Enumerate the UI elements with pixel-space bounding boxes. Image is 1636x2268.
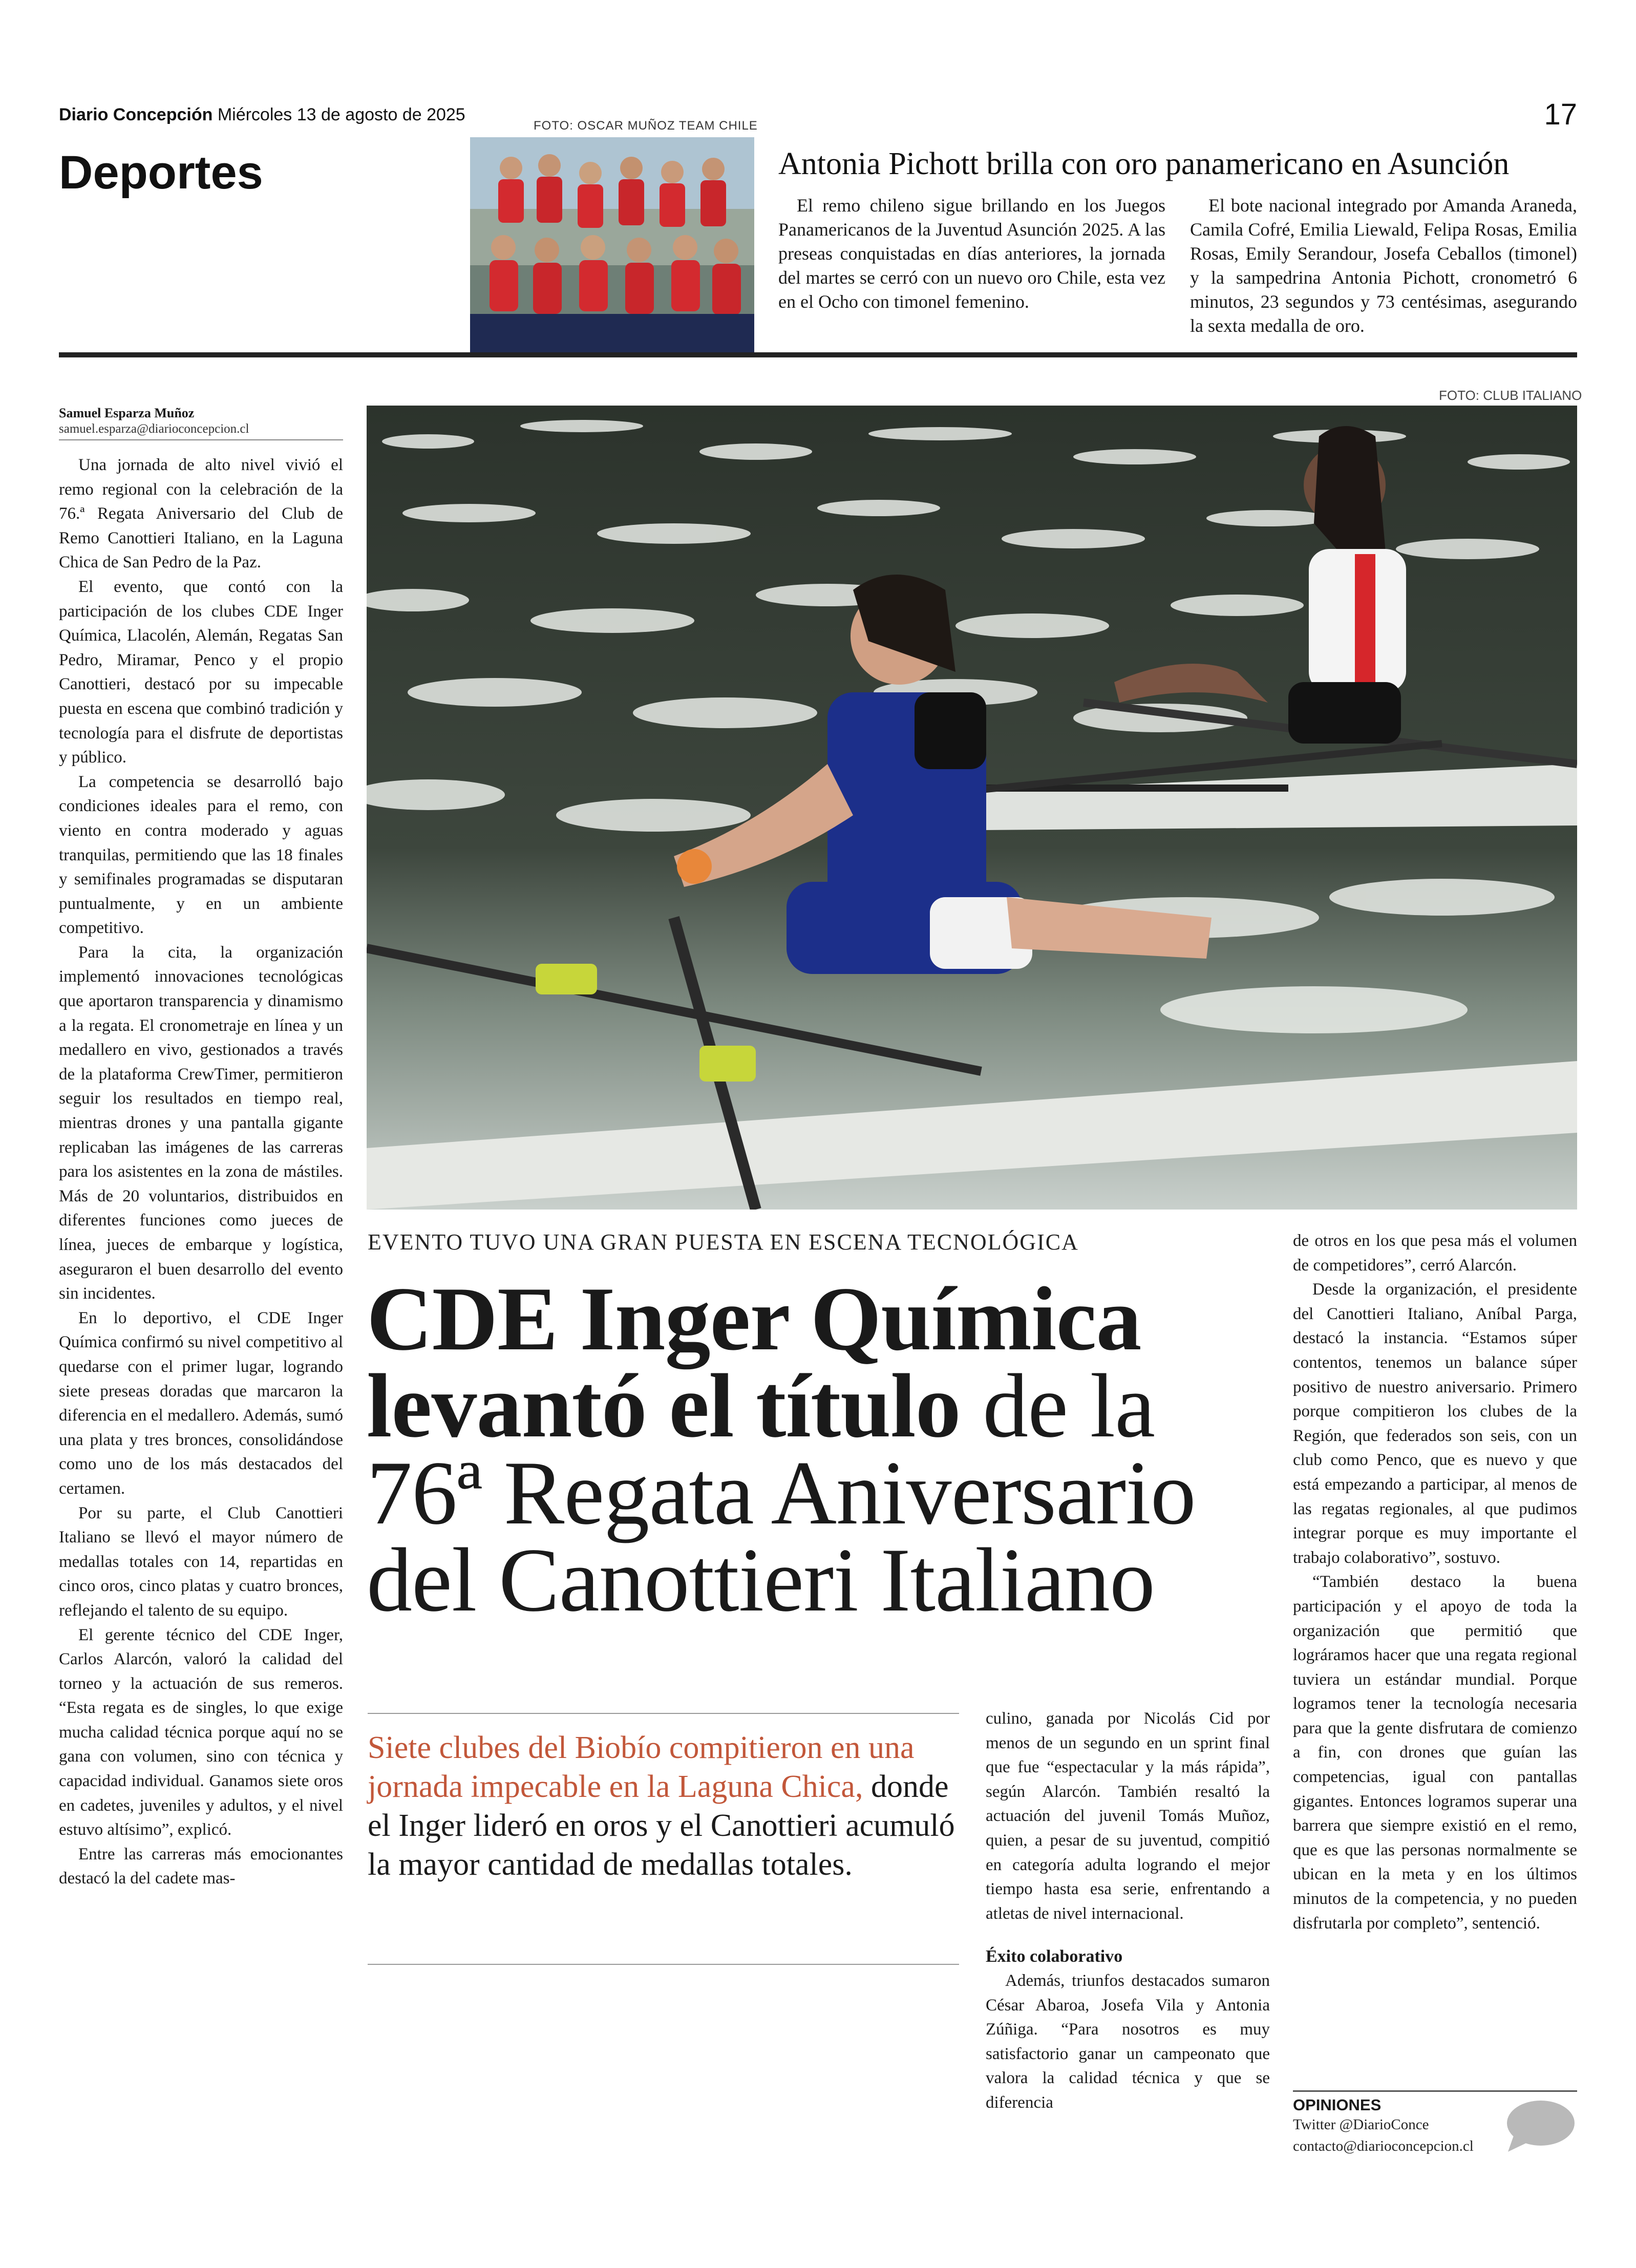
byline-divider [59,439,343,440]
section-title: Deportes [59,146,263,199]
lead-divider-bottom [368,1964,959,1965]
masthead-line [59,105,465,125]
body-paragraph: Entre las carreras más emocionantes destacó la del cadete mas- [59,1845,343,1888]
author-name: Samuel Esparza Muñoz [59,406,195,420]
body-paragraph: Además, triunfos destacados sumaron César Abaroa, Josefa Vila y Antonia Zúñiga. “Para nosotros es muy satisfactorio ganar un campeonato que valora la calidad técnica y que se diferencia [986,1971,1270,2112]
headline-line-2 [367,1355,1288,1456]
team-photo [470,137,754,352]
lead-highlight: Siete clubes del Biobío compitieron en una jornada impecable en la Laguna Chica, [368,1730,915,1804]
brief-paragraph: El remo chileno sigue brillando en los Juegos Panamericanos de la Juventud Asunción 2025. A las preseas conquistadas en días anteriores, la jornada del martes se cerró con un nuevo oro Chile, esta vez en el Ocho con timonel femenino. [778,195,1165,312]
article-headline [367,1268,1288,1630]
team-photo-illustration [470,137,754,352]
headline-line-2-rest: de la [960,1355,1155,1456]
opinions-twitter: Twitter @DiarioConce [1293,2116,1429,2133]
issue-date: Miércoles 13 de agosto de 2025 [217,105,465,124]
body-paragraph: Por su parte, el Club Canottieri Italiano se llevó el mayor número de medallas totales con 14, repartidas en cinco oros, cinco platas y cuatro bronces, reflejando el talento de su equipo. [59,1503,343,1620]
article-column-left [59,453,343,2164]
main-photo-credit: FOTO: CLUB ITALIANO [1439,388,1582,403]
body-paragraph: El evento, que contó con la participación de los clubes CDE Inger Química, Llacolén, Alemán, Regatas San Pedro, Miramar, Penco y el propio Canottieri, destacó por su impecable puesta en escena que combinó tradición y tecnología para el disfrute de deportistas y público. [59,577,343,767]
speech-bubble-icon [1504,2099,1576,2155]
brief-headline: Antonia Pichott brilla con oro panamericano en Asunción [778,146,1510,181]
headline-line-2-bold: levantó el título [367,1355,961,1456]
rowing-photo-illustration [367,406,1577,1210]
section-divider [59,352,1577,357]
author-email: samuel.esparza@diarioconcepcion.cl [59,422,249,436]
body-paragraph: “También destaco la buena participación y el apoyo de toda la organización que permitió que lográramos hacer que una regata regional tuviera un estándar mundial. Porque logramos tener la tecnología necesaria para que la gente disfrutara de comienzo a fin, con drones que guían las competencias, igual con pantallas gigantes. Entonces logramos superar una barrera que siempre existió en el remo, que es que las personas normalmente se ubican en la meta y en los últimos minutos de la competencia, y no pueden disfrutarla por completo”, sentenció. [1293,1573,1577,1933]
body-paragraph: de otros en los que pesa más el volumen de competidores”, cerró Alarcón. [1293,1232,1577,1275]
opinions-divider [1293,2090,1577,2092]
brief-photo-credit: FOTO: OSCAR MUÑOZ TEAM CHILE [534,119,758,133]
body-paragraph: En lo deportivo, el CDE Inger Química confirmó su nivel competitivo al quedarse con el primer lugar, logrando siete preseas doradas que marcaron la diferencia en el medallero. Además, sumó una plata y tres bronces, consolidándose como uno de los más destacados del certamen. [59,1308,343,1498]
opinions-title: OPINIONES [1293,2096,1382,2114]
brief-paragraph: El bote nacional integrado por Amanda Araneda, Camila Cofré, Emilia Liewald, Felipa Rosas, Emilia Rosas, Emily Serandour, Josefa Ceballos (timonel) y la sampedrina Antonia Pichott, cronometró 6 minutos, 23 segundos y 73 centésimas, asegurando la sexta medalla de oro. [1190,195,1577,336]
body-paragraph: Una jornada de alto nivel vivió el remo regional con la celebración de la 76.ª Regata Aniversario del Club de Remo Canottieri Italiano, en la Laguna Chica de San Pedro de la Paz. [59,456,343,572]
newspaper-name: Diario Concepción [59,105,213,124]
body-paragraph: El gerente técnico del CDE Inger, Carlos Alarcón, valoró la calidad del torneo y la actuación de sus remeros. “Esta regata es de singles, lo que exige mucha calidad técnica porque aquí no se gana con volumen, sino con técnica y capacidad individual. Ganamos siete oros en cadetes, juveniles y adultos, y el nivel estuvo altísimo”, explicó. [59,1625,343,1839]
headline-line-4: del Canottieri Italiano [367,1529,1155,1630]
headline-line-1: CDE Inger Química [367,1268,1141,1369]
headline-line-3: 76ª Regata Aniversario [367,1442,1196,1543]
body-paragraph: culino, ganada por Nicolás Cid por menos de un segundo en un sprint final que fue “espectacular y la más rápida”, según Alarcón. También resaltó la actuación del juvenil Tomás Muñoz, quien, a pesar de su juventud, compitió en categoría adulta logrando el mejor tiempo hasta esa serie, enfrentando a atletas de nivel internacional. [986,1709,1270,1923]
page-number: 17 [1544,98,1577,131]
body-paragraph: Para la cita, la organización implementó innovaciones tecnológicas que aportaron transparencia y dinamismo a la regata. El cronometraje en línea y un medallero en vivo, gestionados a través de la plataforma CrewTimer, permitieron seguir los resultados en tiempo real, mientras drones y una pantalla gigante replicaban las imágenes de las carreras para los asistentes en la zona de mástiles. Más de 20 voluntarios, distribuidos en diferentes funciones como jueces de línea, jueces de embarque y logística, aseguraron el buen desarrollo del evento sin incidentes. [59,943,343,1303]
rowing-photo [367,406,1577,1210]
body-paragraph: La competencia se desarrolló bajo condiciones ideales para el remo, con viento en contra moderado y aguas tranquilas, permitiendo que las 18 finales y semifinales programadas se disputaran puntualmente, y en un ambiente competitivo. [59,772,343,938]
article-kicker: EVENTO TUVO UNA GRAN PUESTA EN ESCENA TECNOLÓGICA [368,1230,1079,1255]
article-column-right [1293,1229,1577,1936]
article-lead [368,1728,959,1884]
brief-body [778,194,1577,347]
article-subhead: Éxito colaborativo [986,1947,1123,1966]
lead-rest: donde el Inger lideró en oros y el Canottieri acumuló la mayor cantidad de medallas totales. [368,1769,955,1882]
body-paragraph: Desde la organización, el presidente del Canottieri Italiano, Aníbal Parga, destacó la instancia. “Estamos súper contentos, tenemos un balance súper positivo de nuestro aniversario. Primero porque compitieron los clubes de la Región, que federados son seis, con un club como Penco, que es nuevo y que está empezando a participar, al menos de las regatas regionales, al que pudimos integrar porque es muy importante el trabajo colaborativo”, sostuvo. [1293,1280,1577,1567]
lead-divider-top [368,1713,959,1714]
opinions-email: contacto@diarioconcepcion.cl [1293,2138,1474,2154]
article-column-middle [986,1707,1270,2115]
